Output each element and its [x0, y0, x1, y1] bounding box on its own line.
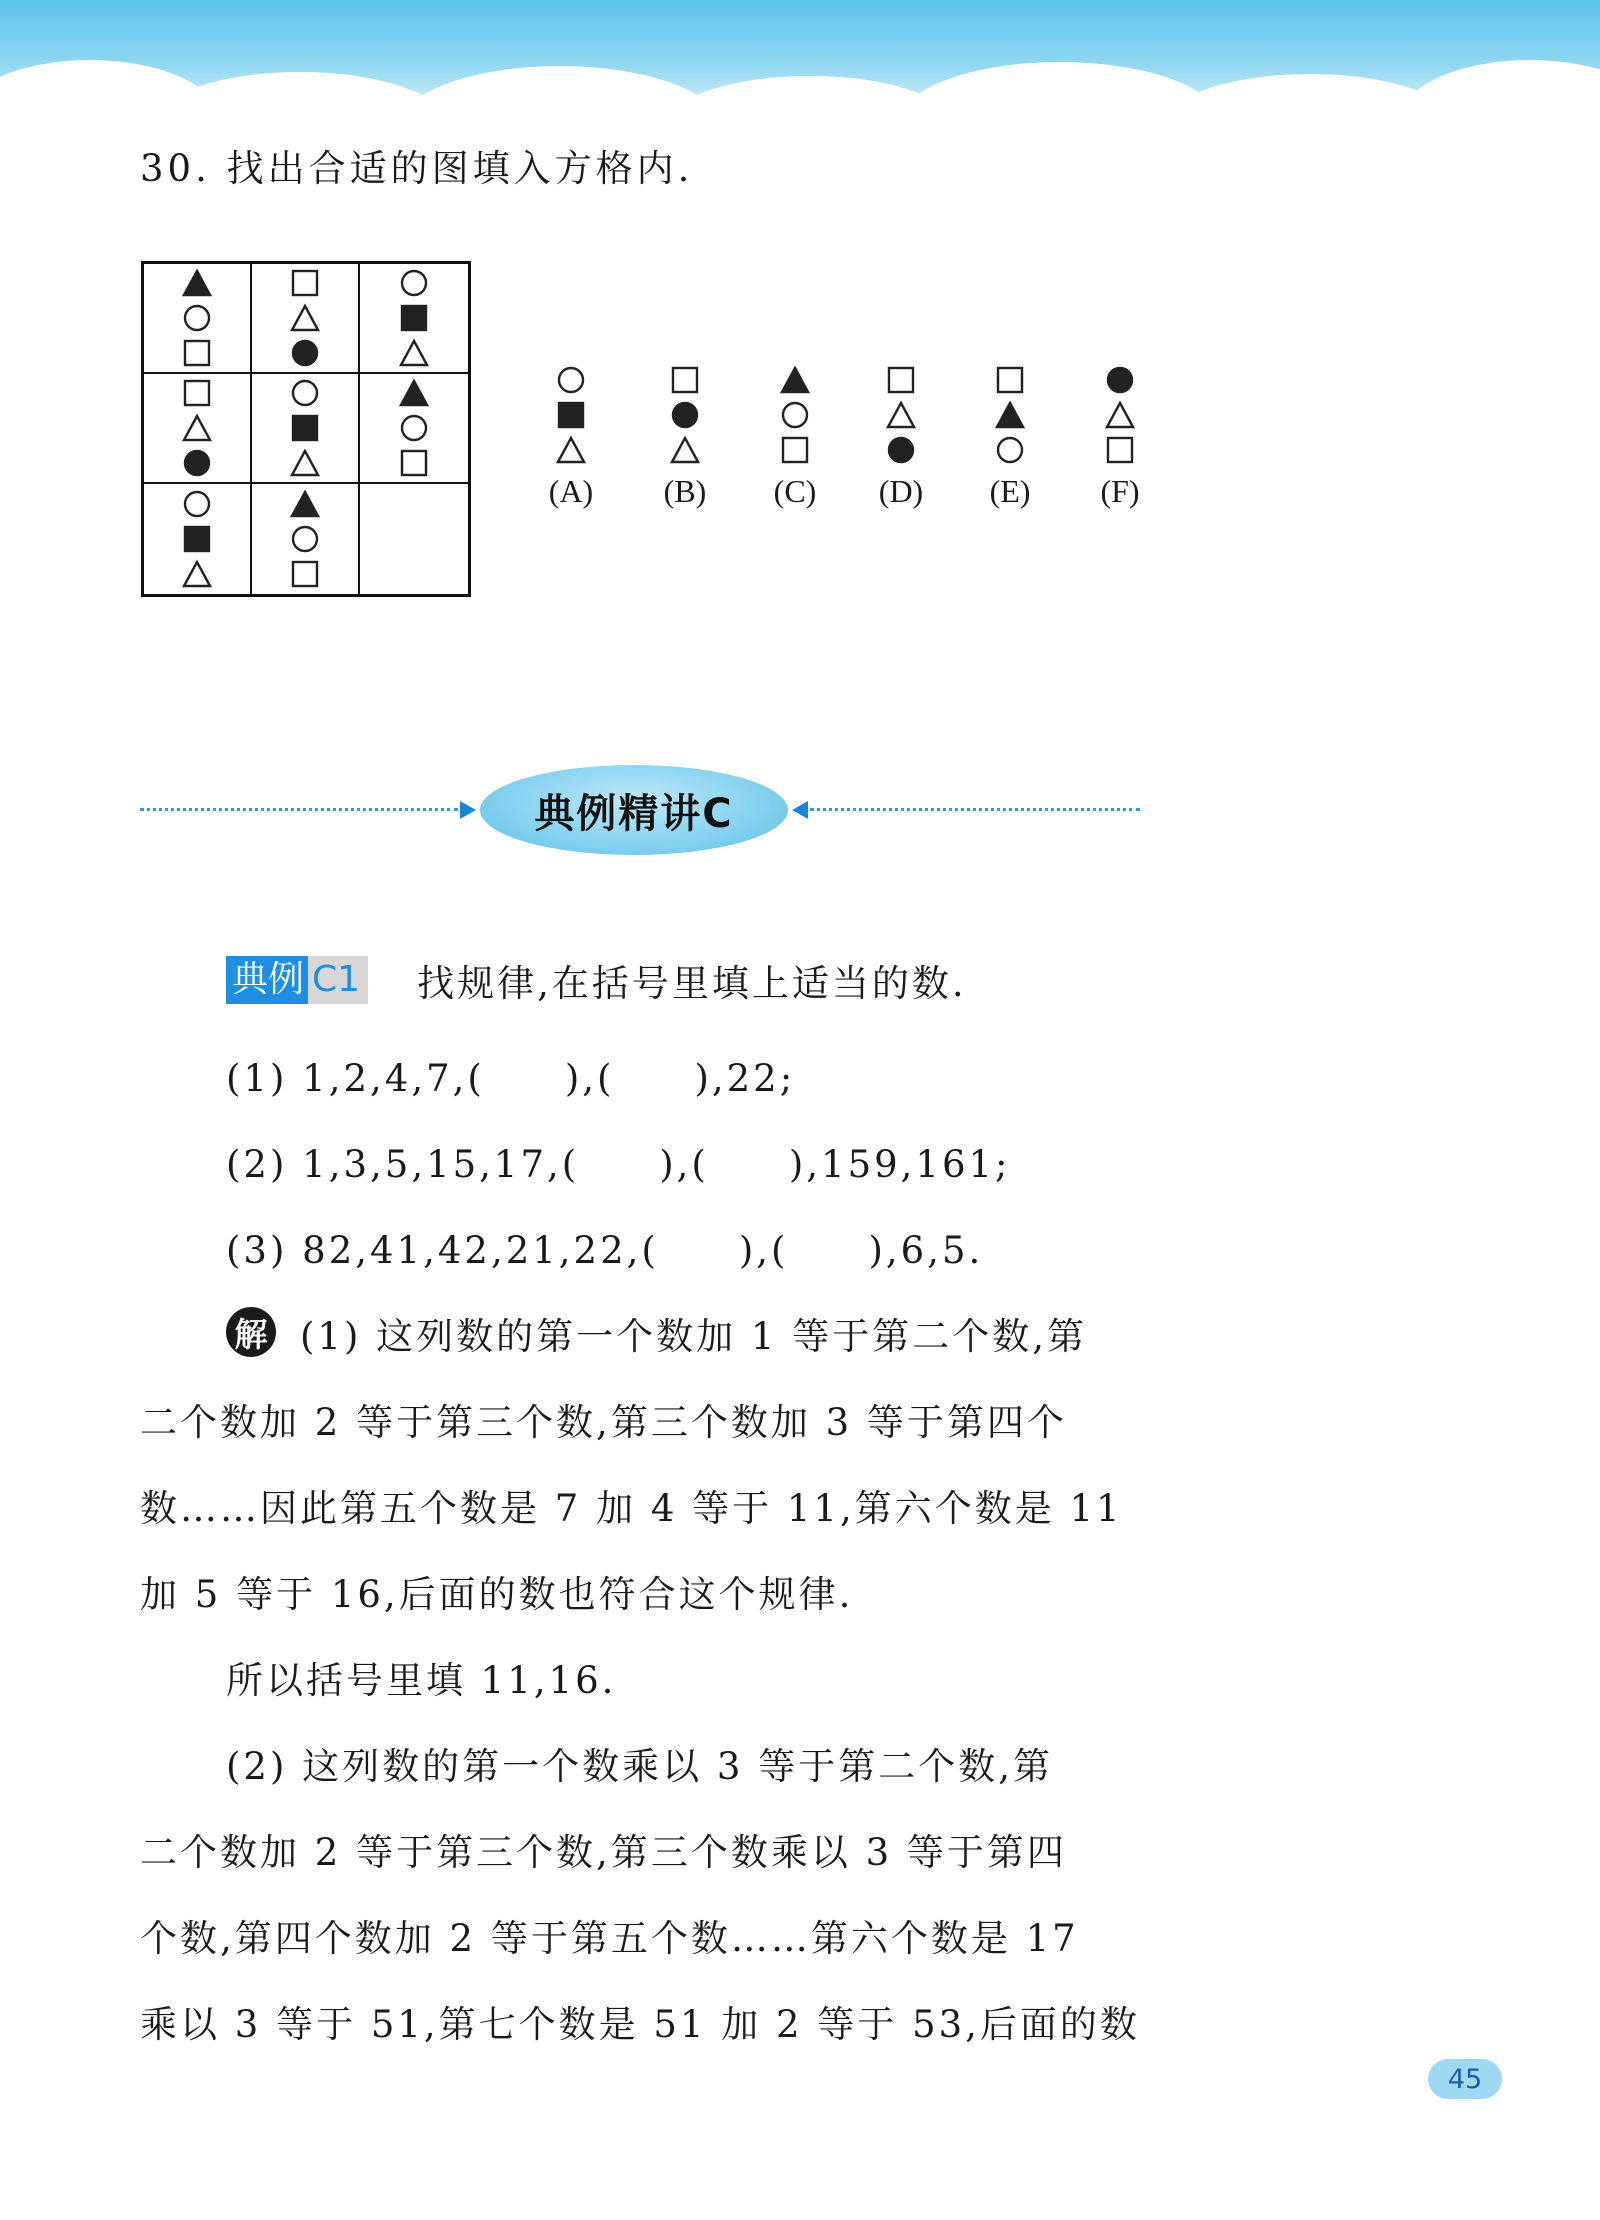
- triangle-open-icon: [670, 435, 700, 465]
- square-open-icon: [290, 268, 320, 298]
- answer-option: [965, 365, 1055, 510]
- solution-line: 个数,第四个数加 2 等于第五个数……第六个数是 17: [140, 1917, 1079, 1960]
- circle-open-icon: [290, 524, 320, 554]
- shape-stack: [290, 378, 320, 478]
- example-badge-number: C1: [308, 956, 368, 1004]
- option-label: (F): [1100, 473, 1140, 509]
- shape-stack: [556, 365, 586, 465]
- dotted-divider-right: [810, 808, 1140, 811]
- circle-open-icon: [556, 365, 586, 395]
- problem-title: 30. 找出合适的图填入方格内.: [140, 147, 694, 190]
- example-item: (1) 1,2,4,7,( ),( ),22;: [226, 1057, 796, 1100]
- option-label: (E): [989, 473, 1031, 509]
- answer-options: [520, 365, 1160, 525]
- solution-line: 二个数加 2 等于第三个数,第三个数加 3 等于第四个: [140, 1401, 1067, 1444]
- grid-cell: [252, 484, 360, 594]
- option-label: (A): [548, 473, 594, 509]
- circle-open-icon: [182, 489, 212, 519]
- grid-cell: [144, 264, 252, 374]
- square-filled-icon: [399, 303, 429, 333]
- triangle-open-icon: [886, 400, 916, 430]
- solution-line: (2) 这列数的第一个数乘以 3 等于第二个数,第: [226, 1745, 1053, 1788]
- square-filled-icon: [556, 400, 586, 430]
- triangle-open-icon: [290, 448, 320, 478]
- arrow-right-icon: [460, 801, 476, 819]
- answer-option: [750, 365, 840, 510]
- example-header: [226, 953, 967, 1003]
- example-badge: 典例: [226, 956, 308, 1004]
- circle-filled-icon: [290, 338, 320, 368]
- grid-cell: [144, 484, 252, 594]
- triangle-open-icon: [182, 559, 212, 589]
- shape-stack: [886, 365, 916, 465]
- shape-stack: [182, 378, 212, 478]
- puzzle-grid: [141, 261, 471, 597]
- section-title: 典例精讲C: [534, 790, 734, 837]
- example-prompt: 找规律,在括号里填上适当的数.: [417, 962, 967, 1005]
- shape-stack: [670, 365, 700, 465]
- header-sky-band: [0, 0, 1600, 140]
- shape-stack: [780, 365, 810, 465]
- circle-filled-icon: [1105, 365, 1135, 395]
- grid-cell: [360, 374, 468, 484]
- circle-open-icon: [780, 400, 810, 430]
- option-label: (B): [663, 473, 707, 509]
- triangle-filled-icon: [290, 489, 320, 519]
- page-number: 45: [1428, 2059, 1502, 2099]
- grid-cell: [360, 264, 468, 374]
- shape-stack: [182, 489, 212, 589]
- triangle-open-icon: [1105, 400, 1135, 430]
- grid-cell-empty: [360, 484, 468, 594]
- square-open-icon: [670, 365, 700, 395]
- circle-filled-icon: [886, 435, 916, 465]
- circle-filled-icon: [182, 448, 212, 478]
- square-open-icon: [182, 338, 212, 368]
- solution-icon: 解: [226, 1307, 276, 1357]
- square-open-icon: [1105, 435, 1135, 465]
- triangle-filled-icon: [780, 365, 810, 395]
- section-banner: [140, 765, 1140, 855]
- square-open-icon: [995, 365, 1025, 395]
- shape-stack: [399, 378, 429, 478]
- option-label: (D): [878, 473, 924, 509]
- shape-stack: [399, 268, 429, 368]
- circle-open-icon: [182, 303, 212, 333]
- grid-cell: [252, 374, 360, 484]
- solution-line: 二个数加 2 等于第三个数,第三个数乘以 3 等于第四: [140, 1831, 1067, 1874]
- example-item: (3) 82,41,42,21,22,( ),( ),6,5.: [226, 1229, 984, 1272]
- circle-open-icon: [399, 413, 429, 443]
- triangle-filled-icon: [399, 378, 429, 408]
- shape-stack: [1105, 365, 1135, 465]
- answer-option: [526, 365, 616, 510]
- triangle-filled-icon: [182, 268, 212, 298]
- section-badge: [480, 765, 788, 855]
- square-open-icon: [182, 378, 212, 408]
- answer-option: [640, 365, 730, 510]
- dotted-divider-left: [140, 808, 458, 811]
- triangle-open-icon: [556, 435, 586, 465]
- triangle-filled-icon: [995, 400, 1025, 430]
- triangle-open-icon: [182, 413, 212, 443]
- solution-line: (1) 这列数的第一个数加 1 等于第二个数,第: [300, 1315, 1087, 1358]
- solution-line: 数……因此第五个数是 7 加 4 等于 11,第六个数是 11: [140, 1487, 1123, 1530]
- triangle-open-icon: [399, 338, 429, 368]
- grid-cell: [252, 264, 360, 374]
- solution-line: 加 5 等于 16,后面的数也符合这个规律.: [140, 1573, 854, 1616]
- shape-stack: [290, 268, 320, 368]
- grid-cell: [144, 374, 252, 484]
- circle-open-icon: [399, 268, 429, 298]
- answer-option: [856, 365, 946, 510]
- square-filled-icon: [182, 524, 212, 554]
- option-label: (C): [773, 473, 817, 509]
- square-open-icon: [780, 435, 810, 465]
- answer-option: [1075, 365, 1165, 510]
- shape-stack: [182, 268, 212, 368]
- solution-line: 乘以 3 等于 51,第七个数是 51 加 2 等于 53,后面的数: [140, 2003, 1140, 2046]
- arrow-left-icon: [792, 801, 808, 819]
- circle-open-icon: [995, 435, 1025, 465]
- solution-line: 所以括号里填 11,16.: [226, 1659, 617, 1702]
- square-open-icon: [290, 559, 320, 589]
- circle-filled-icon: [670, 400, 700, 430]
- square-filled-icon: [290, 413, 320, 443]
- triangle-open-icon: [290, 303, 320, 333]
- circle-open-icon: [290, 378, 320, 408]
- square-open-icon: [886, 365, 916, 395]
- example-item: (2) 1,3,5,15,17,( ),( ),159,161;: [226, 1143, 1011, 1186]
- shape-stack: [290, 489, 320, 589]
- square-open-icon: [399, 448, 429, 478]
- shape-stack: [995, 365, 1025, 465]
